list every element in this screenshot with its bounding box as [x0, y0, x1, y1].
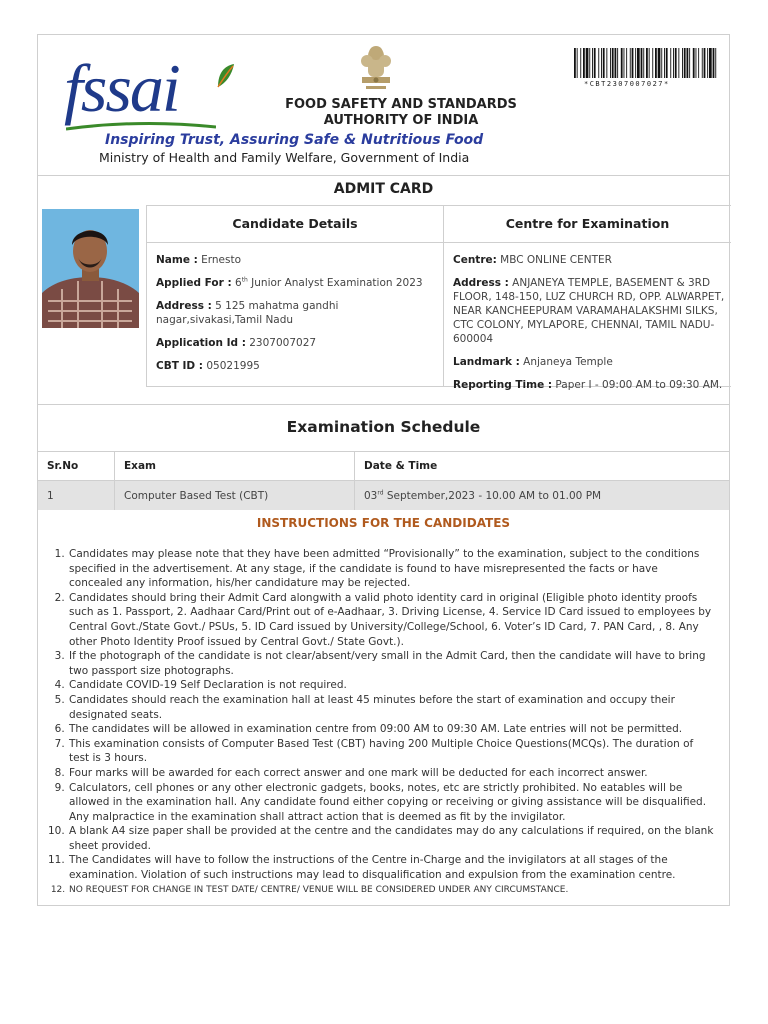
barcode-bar	[589, 48, 590, 78]
barcode-bar	[696, 48, 697, 78]
cell-date: 03rd September,2023 - 10.00 AM to 01.00 PM	[355, 481, 730, 511]
barcode-bar	[707, 48, 708, 78]
barcode-bar	[635, 48, 636, 78]
schedule-title: Examination Schedule	[286, 418, 481, 436]
barcode-bar	[670, 48, 671, 78]
centre-heading: Centre for Examination	[444, 206, 731, 243]
barcode-bar	[652, 48, 653, 78]
list-item: 8. Four marks will be awarded for each correct answer and one mark will be deducted for each incorrect answer.	[68, 766, 714, 781]
barcode-bar	[621, 48, 623, 78]
fssai-logo: fssai	[64, 50, 179, 126]
barcode-bar	[615, 48, 617, 78]
list-item: 5. Candidates should reach the examination hall at least 45 minutes before the start of examination and occupy their designated seats.	[68, 693, 714, 722]
barcode-bar	[594, 48, 596, 78]
col-srno: Sr.No	[38, 452, 115, 481]
cell-exam: Computer Based Test (CBT)	[115, 481, 355, 511]
candidate-photo	[42, 209, 139, 328]
barcode-bar	[606, 48, 607, 78]
leaf-icon	[214, 63, 236, 89]
barcode-bar	[673, 48, 674, 78]
barcode	[572, 46, 720, 80]
barcode-bar	[646, 48, 648, 78]
col-exam: Exam	[115, 452, 355, 481]
barcode-bar	[630, 48, 631, 78]
barcode-bar	[698, 48, 699, 78]
barcode-bar	[632, 48, 634, 78]
barcode-bar	[661, 48, 662, 78]
barcode-bar	[666, 48, 668, 78]
ministry-line: Ministry of Health and Family Welfare, Government of India	[99, 150, 470, 165]
logo-swoosh	[66, 121, 216, 131]
barcode-bar	[583, 48, 585, 78]
candidate-details	[146, 205, 444, 387]
divider	[38, 404, 729, 405]
col-date: Date & Time	[355, 452, 730, 481]
national-emblem-icon	[354, 43, 398, 95]
list-item: 9. Calculators, cell phones or any other electronic gadgets, books, notes, etc are strictly prohibited. No eatables will be allowed in the examination hall. Any candidate found either copying or receiving or giving assistance will be disqualified. Any malpractice in the examination shall attract action that is deemed as fit by the invigilator.	[68, 781, 714, 825]
admit-card-title: ADMIT CARD	[333, 181, 434, 197]
org-line-1: FOOD SAFETY AND STANDARDS	[285, 97, 517, 112]
barcode-bar	[713, 48, 715, 78]
barcode-bar	[612, 48, 614, 78]
table-header-row	[38, 452, 729, 481]
centre-details	[444, 205, 731, 391]
cbt-id: CBT ID : 05021995	[156, 360, 260, 372]
barcode-bar	[655, 48, 657, 78]
barcode-bar	[586, 48, 589, 78]
barcode-bar	[641, 48, 643, 78]
cell-srno: 1	[38, 481, 115, 511]
instructions-title: INSTRUCTIONS FOR THE CANDIDATES	[256, 516, 511, 530]
barcode-bar	[678, 48, 679, 78]
barcode-number: *CBT2307007027*	[584, 80, 670, 88]
list-item: 2. Candidates should bring their Admit Card alongwith a valid photo identity card in original (Eligible photo identity proofs such as 1. Passport, 2. Aadhaar Card/Print out of e-Aadhaar, 3. Driving License, 4. Service ID Card issued to employees by Central Govt./State Govt./ PSUs, 5. ID Card issued by University/College/School, 6. Voter’s ID Card, 7. PAN Card, , 8. Any other Photo Identity Proof issued by Central Govt./ State Govt.).	[68, 591, 714, 649]
application-id: Application Id : 2307007027	[156, 337, 317, 349]
list-item: 4. Candidate COVID-19 Self Declaration is not required.	[68, 678, 714, 693]
barcode-bar	[603, 48, 605, 78]
barcode-bar	[709, 48, 712, 78]
barcode-bar	[637, 48, 640, 78]
barcode-bar	[592, 48, 593, 78]
candidate-name: Name : Ernesto	[156, 254, 242, 266]
barcode-bar	[601, 48, 602, 78]
centre-landmark: Landmark : Anjaneya Temple	[453, 356, 613, 368]
header	[38, 35, 729, 175]
barcode-bar	[682, 48, 683, 78]
instructions-list	[38, 547, 714, 897]
barcode-bar	[704, 48, 706, 78]
candidate-address: Address : 5 125 mahatma gandhi nagar,sivakasi,Tamil Nadu	[156, 300, 339, 326]
barcode-bar	[684, 48, 686, 78]
barcode-bar	[658, 48, 661, 78]
details-section	[146, 205, 731, 391]
org-name	[266, 97, 536, 129]
barcode-bar	[649, 48, 650, 78]
list-item: 10. A blank A4 size paper shall be provided at the centre and the candidates may do any calculations if required, on the blank sheet provided.	[68, 824, 714, 853]
barcode-bar	[715, 48, 716, 78]
barcode-bar	[577, 48, 578, 78]
list-item: 12. NO REQUEST FOR CHANGE IN TEST DATE/ CENTRE/ VENUE WILL BE CONSIDERED UNDER ANY CIRCUMSTANCE.	[68, 883, 714, 898]
admit-card	[37, 34, 730, 906]
barcode-bar	[617, 48, 618, 78]
barcode-bar	[702, 48, 703, 78]
barcode-bar	[664, 48, 665, 78]
centre-name: Centre: MBC ONLINE CENTER	[453, 254, 612, 266]
barcode-bar	[643, 48, 644, 78]
barcode-bar	[580, 48, 581, 78]
candidate-details-heading: Candidate Details	[147, 206, 443, 243]
list-item: 3. If the photograph of the candidate is not clear/absent/very small in the Admit Card, then the candidate will have to bring two passport size photographs.	[68, 649, 714, 678]
barcode-bar	[689, 48, 690, 78]
list-item: 11. The Candidates will have to follow the instructions of the Centre in-Charge and the invigilators at all stages of the examination. Violation of such instructions may lead to disqualification and expulsion from the examination centre.	[68, 853, 714, 882]
schedule-table	[38, 451, 729, 510]
centre-address: Address : ANJANEYA TEMPLE, BASEMENT & 3RD FLOOR, 148-150, LUZ CHURCH RD, OPP. ALWARPET, NEAR KANCHEEPURAM VARAMAHALAKSHMI SILKS, CTC COLONY, MYLAPORE, CHENNAI, TAMIL NADU- 600004	[453, 277, 725, 345]
barcode-bar	[626, 48, 627, 78]
list-item: 6. The candidates will be allowed in examination centre from 09:00 AM to 09:30 AM. Late entries will not be permitted.	[68, 722, 714, 737]
list-item: 1. Candidates may please note that they have been admitted “Provisionally” to the examination, subject to the conditions specified in the advertisement. At any stage, if the candidate is found to have misrepresented the facts or have concealed any information, his/her candidature may be rejected.	[68, 547, 714, 591]
barcode-bar	[574, 48, 576, 78]
reporting-time: Reporting Time : Paper I - 09:00 AM to 09:30 AM.	[453, 379, 723, 391]
barcode-bar	[675, 48, 677, 78]
table-row	[38, 481, 729, 511]
barcode-bar	[624, 48, 625, 78]
barcode-bar	[598, 48, 599, 78]
barcode-bar	[693, 48, 695, 78]
list-item: 7. This examination consists of Computer Based Test (CBT) having 200 Multiple Choice Questions(MCQs). The duration of test is 3 hours.	[68, 737, 714, 766]
org-line-2: AUTHORITY OF INDIA	[323, 113, 479, 128]
barcode-bar	[687, 48, 689, 78]
tagline: Inspiring Trust, Assuring Safe & Nutritious Food	[105, 132, 484, 148]
applied-for: Applied For : 6th Junior Analyst Examination 2023	[156, 276, 423, 289]
barcode-bar	[610, 48, 611, 78]
